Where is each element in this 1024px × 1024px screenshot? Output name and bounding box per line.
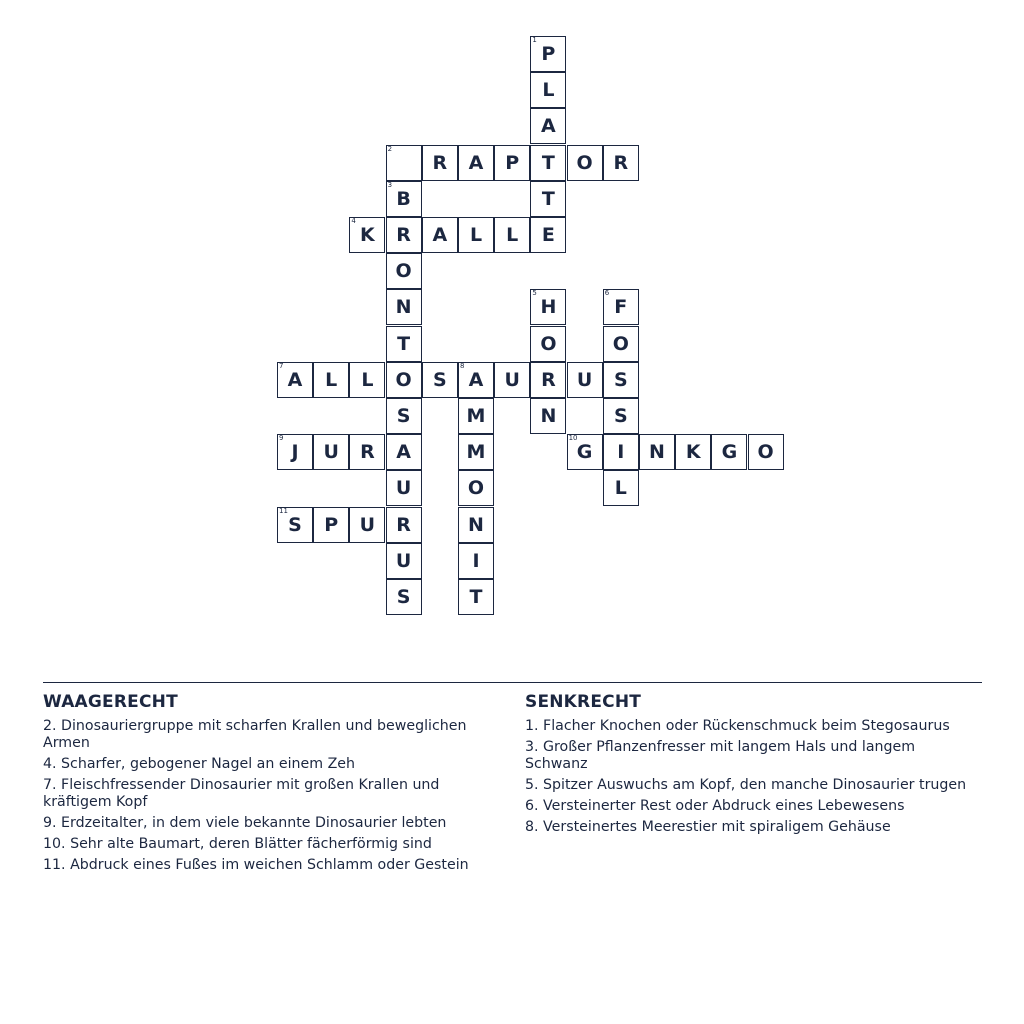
cell-letter: S [396,405,411,427]
clue-across-2: 2. Dinosauriergruppe mit scharfen Krallen und beweglichen Armen [43,718,467,751]
grid-cell[interactable] [422,145,458,181]
clue-down-1: 1. Flacher Knochen oder Rückenschmuck beim Stegosaurus [525,718,950,734]
cell-letter: K [685,441,701,464]
grid-cell[interactable] [422,362,458,398]
grid-cell[interactable] [711,434,747,470]
grid-cell[interactable] [458,470,494,506]
cell-letter: A [432,224,448,246]
cell-letter: T [469,586,483,608]
cell-letter: N [540,405,557,427]
cell-letter: R [432,151,448,174]
cell-letter: R [360,441,375,464]
grid-cell[interactable] [313,507,349,543]
grid-cell[interactable] [530,145,566,181]
cell-letter: P [324,513,339,536]
clue-number: 2 [387,144,393,153]
clue-number: 10 [568,434,578,443]
cell-letter: R [396,513,411,536]
cell-letter: L [614,477,627,500]
grid-cell[interactable] [458,217,494,253]
grid-cell[interactable] [386,145,422,181]
cell-letter: L [542,79,555,102]
cell-letter: R [396,224,411,246]
cell-letter: S [613,405,628,427]
down-heading: SENKRECHT [525,692,642,712]
grid-cell[interactable] [386,507,422,543]
grid-cell[interactable] [675,434,711,470]
cell-letter: O [395,368,412,391]
grid-cell[interactable] [349,217,385,253]
cell-letter: B [396,187,411,210]
across-clues [43,692,505,878]
cell-letter: T [397,332,411,355]
cell-letter: U [323,441,339,464]
cell-letter: F [614,296,628,319]
divider [43,682,982,683]
clue-down-8: 8. Versteinertes Meerestier mit spiraligem Gehäuse [525,819,891,835]
grid-cell[interactable] [386,362,422,398]
cell-letter: N [395,296,412,319]
grid-cell[interactable] [530,289,566,325]
grid-cell[interactable] [530,326,566,362]
clue-number: 9 [279,434,284,443]
clue-number: 11 [279,506,288,515]
cell-letter: O [395,260,412,283]
cell-letter: U [395,477,412,500]
cell-letter: I [472,549,480,572]
grid-cell[interactable] [603,470,639,506]
clue-down-5: 5. Spitzer Auswuchs am Kopf, den manche Dinosaurier trugen [525,777,967,793]
cell-letter: G [721,441,738,464]
cell-letter: L [469,224,483,246]
grid-cell[interactable] [349,507,385,543]
clue-across-11: 11. Abdruck eines Fußes im weichen Schlamm oder Gestein [43,857,469,873]
grid-cell[interactable] [458,145,494,181]
clue-across-7: 7. Fleischfressender Dinosaurier mit großen Krallen und kräftigem Kopf [43,777,440,810]
grid-cell[interactable] [530,108,566,144]
cell-letter: P [505,151,520,174]
grid-cell[interactable] [530,217,566,253]
grid-cell[interactable] [530,181,566,217]
cell-letter: U [576,368,593,391]
grid-cell[interactable] [458,434,494,470]
clue-across-4: 4. Scharfer, gebogener Nagel an einem Zeh [43,756,356,772]
cell-letter: R [613,151,629,174]
clue-down-6: 6. Versteinerter Rest oder Abdruck eines Lebewesens [525,798,905,814]
grid-cell[interactable] [386,181,422,217]
down-clues [525,692,982,840]
cell-letter: S [613,368,628,391]
cell-letter: A [287,368,303,391]
grid-cell[interactable] [313,434,349,470]
cell-letter: M [466,441,486,464]
cell-letter: U [359,513,376,536]
grid-cell[interactable] [349,362,385,398]
grid-cell[interactable] [603,145,639,181]
grid-cell[interactable] [603,434,639,470]
clue-number: 4 [351,217,356,225]
grid-cell[interactable] [313,362,349,398]
cell-letter: A [468,368,484,391]
grid-cell[interactable] [603,326,639,362]
cell-letter: O [757,441,774,464]
cell-letter: O [576,151,593,174]
grid-cell[interactable] [567,145,603,181]
clue-number: 5 [532,289,537,298]
cell-letter: U [395,549,412,572]
cell-letter: N [468,513,484,536]
grid-cell[interactable] [458,507,494,543]
grid-cell[interactable] [277,362,313,398]
grid-cell[interactable] [386,217,422,253]
grid-cell[interactable] [422,217,458,253]
grid-cell[interactable] [530,362,566,398]
cell-letter: U [504,368,520,391]
grid-cell[interactable] [603,362,639,398]
cell-letter: L [506,224,519,246]
cell-letter: A [396,441,411,464]
grid-cell[interactable] [530,72,566,108]
grid-cell[interactable] [458,579,494,615]
clue-down-3: 3. Großer Pflanzenfresser mit langem Hals und langem Schwanz [525,739,916,772]
cell-letter: S [396,586,411,608]
grid-cell[interactable] [277,434,313,470]
clue-number: 7 [279,361,284,370]
cell-letter: O [612,332,629,355]
cell-letter: G [576,441,593,464]
cell-letter: O [467,477,485,500]
cell-letter: J [291,441,299,464]
grid-cell[interactable] [458,543,494,579]
cell-letter: E [541,224,555,246]
clue-across-9: 9. Erdzeitalter, in dem viele bekannte Dinosaurier lebten [43,815,447,831]
cell-letter: L [361,368,374,391]
grid-cell[interactable] [639,434,675,470]
cell-letter: M [466,405,486,427]
cell-letter: L [325,368,338,391]
grid-cell[interactable] [458,398,494,434]
grid-cell[interactable] [494,362,530,398]
cell-letter: H [540,296,557,319]
cell-letter: T [541,187,555,210]
grid-cell[interactable] [494,217,530,253]
cell-letter [387,146,421,180]
cell-letter: I [617,441,625,464]
cell-letter: N [649,441,665,464]
across-heading: WAAGERECHT [43,692,178,712]
grid-cell[interactable] [458,362,494,398]
clue-number: 8 [460,361,465,370]
grid-cell[interactable] [386,470,422,506]
grid-cell[interactable] [530,398,566,434]
cell-letter: K [360,224,375,246]
grid-cell[interactable] [386,253,422,289]
cell-letter: A [541,115,556,138]
grid-cell[interactable] [530,36,566,72]
clue-number: 3 [387,180,393,189]
grid-cell[interactable] [386,543,422,579]
clue-number: 1 [532,36,537,44]
grid-cell[interactable] [386,434,422,470]
grid-cell[interactable] [748,434,784,470]
grid-cell[interactable] [603,398,639,434]
cell-letter: T [541,151,555,174]
grid-cell[interactable] [603,289,639,325]
grid-cell[interactable] [386,289,422,325]
grid-cell[interactable] [349,434,385,470]
cell-letter: A [468,151,484,174]
clue-across-10: 10. Sehr alte Baumart, deren Blätter fächerförmig sind [43,836,432,852]
cell-letter: P [541,43,556,65]
grid-cell[interactable] [386,398,422,434]
grid-cell[interactable] [386,326,422,362]
cell-letter: S [288,513,302,536]
grid-cell[interactable] [386,579,422,615]
grid-cell[interactable] [277,507,313,543]
grid-cell[interactable] [567,434,603,470]
grid-cell[interactable] [567,362,603,398]
cell-letter: O [540,332,557,355]
clue-number: 6 [604,289,610,298]
cell-letter: S [432,368,447,391]
grid-cell[interactable] [494,145,530,181]
cell-letter: R [541,368,556,391]
